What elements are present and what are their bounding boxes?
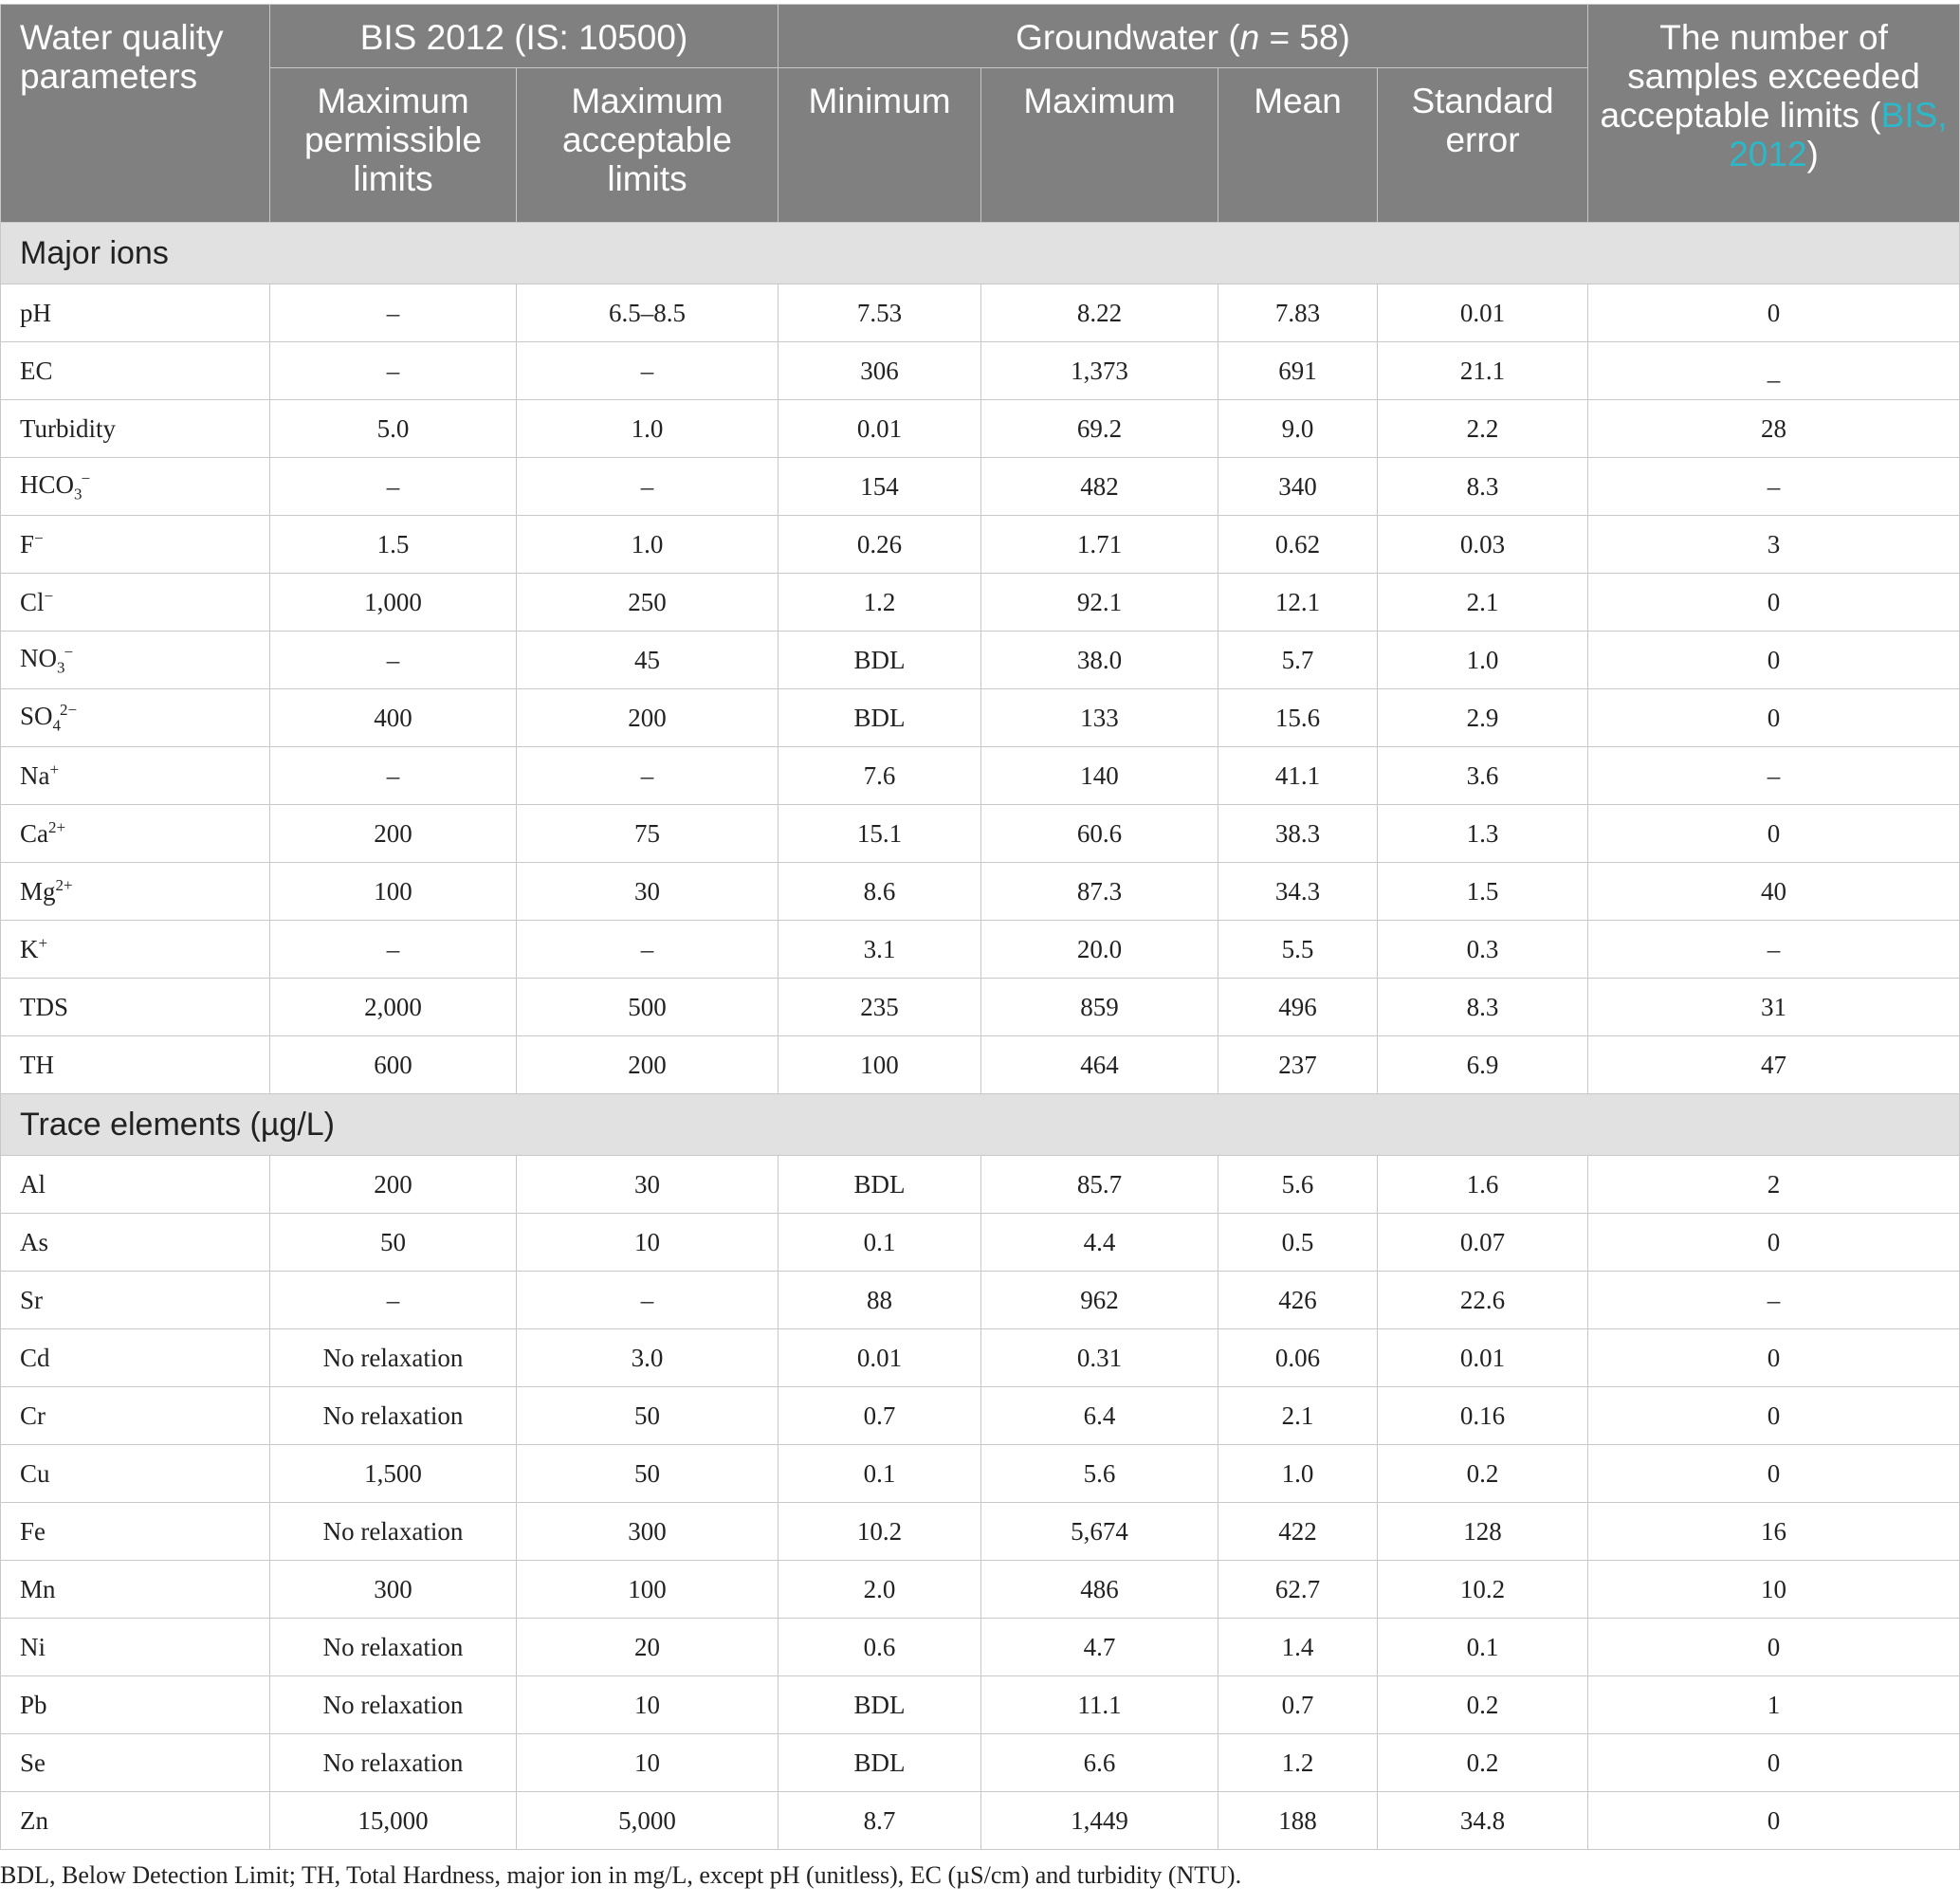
maximum-cell: 85.7 [981,1156,1218,1214]
parameter-cell [1,1676,270,1734]
max-permissible-cell: 1,500 [270,1445,517,1503]
minimum-cell: BDL [779,632,981,689]
mean-cell: 1.4 [1218,1619,1378,1676]
max-permissible-cell: 2,000 [270,979,517,1036]
minimum-cell: 0.01 [779,1329,981,1387]
parameter-cell [1,805,270,863]
max-acceptable-cell: 200 [517,1036,779,1094]
minimum-cell: 15.1 [779,805,981,863]
maximum-cell: 962 [981,1272,1218,1329]
max-permissible-cell: No relaxation [270,1503,517,1561]
standard-error-cell: 0.2 [1378,1445,1588,1503]
header-samples-exceeded-close: ) [1806,135,1819,174]
standard-error-cell: 34.8 [1378,1792,1588,1850]
table-row [1,1561,1960,1619]
section-title: Major ions [1,223,1960,284]
samples-exceeded-cell: 0 [1588,1214,1960,1272]
header-groundwater-suffix: = 58) [1259,18,1350,57]
max-acceptable-cell: 300 [517,1503,779,1561]
standard-error-cell: 128 [1378,1503,1588,1561]
max-acceptable-cell: 10 [517,1214,779,1272]
max-permissible-cell: – [270,342,517,400]
minimum-cell: 8.7 [779,1792,981,1850]
standard-error-cell: 1.5 [1378,863,1588,921]
table-row [1,1503,1960,1561]
samples-exceeded-cell: 1 [1588,1676,1960,1734]
mean-cell: 496 [1218,979,1378,1036]
parameter-charge: − [44,587,54,605]
header-groundwater-prefix: Groundwater ( [1016,18,1240,57]
maximum-cell: 464 [981,1036,1218,1094]
table-row [1,400,1960,458]
minimum-cell: 0.6 [779,1619,981,1676]
mean-cell: 422 [1218,1503,1378,1561]
mean-cell: 237 [1218,1036,1378,1094]
minimum-cell: 154 [779,458,981,516]
header-samples-exceeded [1588,5,1960,223]
table-header [1,5,1960,223]
header-max-permissible: Maximum permissible limits [270,68,517,223]
samples-exceeded-cell: 0 [1588,1329,1960,1387]
section-title: Trace elements (µg/L) [1,1094,1960,1156]
minimum-cell: 0.26 [779,516,981,574]
parameter-charge: − [81,468,91,487]
table-row [1,284,1960,342]
parameter-name: K [20,935,39,963]
citation-link-bis-2012[interactable]: BIS, 2012 [1729,96,1948,174]
minimum-cell: BDL [779,1734,981,1792]
header-bis-2012: BIS 2012 (IS: 10500) [270,5,779,68]
section-header-row [1,1094,1960,1156]
samples-exceeded-cell: – [1588,747,1960,805]
max-permissible-cell: No relaxation [270,1676,517,1734]
standard-error-cell: 0.3 [1378,921,1588,979]
max-permissible-cell: – [270,1272,517,1329]
parameter-cell [1,632,270,689]
table-row [1,1156,1960,1214]
standard-error-cell: 8.3 [1378,458,1588,516]
maximum-cell: 1,449 [981,1792,1218,1850]
mean-cell: 0.06 [1218,1329,1378,1387]
parameter-charge: 2+ [55,876,73,894]
table-body [1,223,1960,1850]
table-row [1,458,1960,516]
minimum-cell: 0.1 [779,1214,981,1272]
mean-cell: 188 [1218,1792,1378,1850]
minimum-cell: 7.6 [779,747,981,805]
parameter-name: Cd [20,1343,50,1372]
parameter-cell [1,1734,270,1792]
table-footnote: BDL, Below Detection Limit; TH, Total Hardness, major ion in mg/L, except pH (unitless), EC (µS/cm) and turbidity (NTU). [0,1861,1242,1889]
standard-error-cell: 0.2 [1378,1676,1588,1734]
parameter-name: NO [20,643,57,672]
max-acceptable-cell: 3.0 [517,1329,779,1387]
parameter-name: Mn [20,1574,56,1603]
mean-cell: 7.83 [1218,284,1378,342]
parameter-charge: − [64,642,74,661]
minimum-cell: 8.6 [779,863,981,921]
maximum-cell: 11.1 [981,1676,1218,1734]
mean-cell: 340 [1218,458,1378,516]
maximum-cell: 6.6 [981,1734,1218,1792]
minimum-cell: 306 [779,342,981,400]
max-acceptable-cell: 10 [517,1676,779,1734]
section-header-row [1,223,1960,284]
samples-exceeded-cell: 16 [1588,1503,1960,1561]
samples-exceeded-cell: 0 [1588,805,1960,863]
parameter-name: TH [20,1050,54,1079]
max-permissible-cell: – [270,458,517,516]
parameter-charge: 2+ [48,818,66,836]
max-acceptable-cell: – [517,342,779,400]
maximum-cell: 92.1 [981,574,1218,632]
header-standard-error: Standard error [1378,68,1588,223]
max-acceptable-cell: 30 [517,1156,779,1214]
parameter-cell [1,979,270,1036]
standard-error-cell: 2.1 [1378,574,1588,632]
parameter-name: SO [20,701,53,730]
samples-exceeded-cell: – [1588,1272,1960,1329]
samples-exceeded-cell: 40 [1588,863,1960,921]
table-row [1,921,1960,979]
table-row [1,689,1960,747]
table-row [1,863,1960,921]
parameter-cell [1,689,270,747]
table-row [1,1792,1960,1850]
max-acceptable-cell: 6.5–8.5 [517,284,779,342]
mean-cell: 62.7 [1218,1561,1378,1619]
maximum-cell: 5,674 [981,1503,1218,1561]
header-groundwater-n: n [1239,18,1260,57]
samples-exceeded-cell: – [1588,921,1960,979]
max-acceptable-cell: 250 [517,574,779,632]
header-samples-exceeded-text: The number of samples exceeded acceptable limits ( [1600,18,1920,135]
table-row [1,1329,1960,1387]
parameter-cell [1,863,270,921]
samples-exceeded-cell: 0 [1588,284,1960,342]
header-minimum: Minimum [779,68,981,223]
samples-exceeded-cell: 31 [1588,979,1960,1036]
parameter-name: Se [20,1748,46,1777]
header-parameters: Water quality parameters [1,5,270,223]
max-permissible-cell: – [270,632,517,689]
max-acceptable-cell: 1.0 [517,516,779,574]
mean-cell: 426 [1218,1272,1378,1329]
parameter-subscript: 3 [74,485,82,503]
minimum-cell: 1.2 [779,574,981,632]
max-acceptable-cell: 45 [517,632,779,689]
parameter-cell [1,1387,270,1445]
standard-error-cell: 1.0 [1378,632,1588,689]
max-permissible-cell: – [270,284,517,342]
max-acceptable-cell: 1.0 [517,400,779,458]
parameter-name: pH [20,298,51,327]
max-acceptable-cell: 50 [517,1387,779,1445]
samples-exceeded-cell: 0 [1588,1734,1960,1792]
parameter-cell [1,400,270,458]
parameter-cell [1,1156,270,1214]
table-row [1,516,1960,574]
standard-error-cell: 0.16 [1378,1387,1588,1445]
parameter-cell [1,284,270,342]
max-acceptable-cell: – [517,921,779,979]
minimum-cell: BDL [779,689,981,747]
mean-cell: 1.2 [1218,1734,1378,1792]
parameter-cell [1,747,270,805]
header-max-acceptable: Maximum acceptable limits [517,68,779,223]
parameter-name: TDS [20,992,69,1021]
max-permissible-cell: 15,000 [270,1792,517,1850]
table-row [1,1214,1960,1272]
parameter-name: Pb [20,1690,47,1719]
mean-cell: 0.7 [1218,1676,1378,1734]
samples-exceeded-cell: 0 [1588,574,1960,632]
parameter-cell [1,458,270,516]
parameter-name: F [20,530,35,558]
maximum-cell: 133 [981,689,1218,747]
mean-cell: 5.5 [1218,921,1378,979]
mean-cell: 9.0 [1218,400,1378,458]
maximum-cell: 69.2 [981,400,1218,458]
parameter-name: Al [20,1169,46,1199]
parameter-name: Sr [20,1285,44,1314]
samples-exceeded-cell: _ [1588,342,1960,400]
table-row [1,574,1960,632]
maximum-cell: 482 [981,458,1218,516]
parameter-subscript: 3 [57,658,65,677]
max-acceptable-cell: 500 [517,979,779,1036]
parameter-charge: − [34,529,44,547]
parameter-cell [1,1329,270,1387]
maximum-cell: 486 [981,1561,1218,1619]
mean-cell: 41.1 [1218,747,1378,805]
table-row [1,1619,1960,1676]
header-maximum: Maximum [981,68,1218,223]
parameter-cell [1,1792,270,1850]
maximum-cell: 1,373 [981,342,1218,400]
table-row [1,342,1960,400]
maximum-cell: 8.22 [981,284,1218,342]
maximum-cell: 20.0 [981,921,1218,979]
max-acceptable-cell: 75 [517,805,779,863]
parameter-name: Cl [20,588,45,616]
parameter-name: As [20,1227,49,1256]
standard-error-cell: 0.07 [1378,1214,1588,1272]
max-acceptable-cell: 100 [517,1561,779,1619]
max-permissible-cell: No relaxation [270,1387,517,1445]
parameter-name: Cr [20,1401,46,1430]
minimum-cell: 100 [779,1036,981,1094]
parameter-name: Ca [20,819,48,848]
parameter-name: Na [20,761,50,790]
header-groundwater [779,5,1588,68]
samples-exceeded-cell: 10 [1588,1561,1960,1619]
mean-cell: 12.1 [1218,574,1378,632]
max-permissible-cell: 5.0 [270,400,517,458]
max-permissible-cell: 1,000 [270,574,517,632]
minimum-cell: 3.1 [779,921,981,979]
maximum-cell: 4.4 [981,1214,1218,1272]
max-permissible-cell: 300 [270,1561,517,1619]
maximum-cell: 5.6 [981,1445,1218,1503]
parameter-cell [1,1503,270,1561]
water-quality-table [0,4,1960,1850]
mean-cell: 38.3 [1218,805,1378,863]
mean-cell: 0.62 [1218,516,1378,574]
standard-error-cell: 6.9 [1378,1036,1588,1094]
samples-exceeded-cell: 0 [1588,632,1960,689]
minimum-cell: 0.1 [779,1445,981,1503]
samples-exceeded-cell: – [1588,458,1960,516]
samples-exceeded-cell: 0 [1588,1619,1960,1676]
parameter-cell [1,1272,270,1329]
table-row [1,1734,1960,1792]
maximum-cell: 6.4 [981,1387,1218,1445]
max-permissible-cell: No relaxation [270,1619,517,1676]
parameter-cell [1,1036,270,1094]
maximum-cell: 859 [981,979,1218,1036]
mean-cell: 15.6 [1218,689,1378,747]
parameter-name: EC [20,356,53,385]
mean-cell: 0.5 [1218,1214,1378,1272]
max-permissible-cell: 200 [270,1156,517,1214]
standard-error-cell: 0.2 [1378,1734,1588,1792]
max-acceptable-cell: 200 [517,689,779,747]
samples-exceeded-cell: 28 [1588,400,1960,458]
maximum-cell: 87.3 [981,863,1218,921]
table-row [1,979,1960,1036]
minimum-cell: 2.0 [779,1561,981,1619]
parameter-name: Mg [20,877,56,906]
mean-cell: 1.0 [1218,1445,1378,1503]
table-row [1,1036,1960,1094]
max-acceptable-cell: – [517,1272,779,1329]
parameter-name: Cu [20,1458,50,1488]
minimum-cell: BDL [779,1676,981,1734]
maximum-cell: 0.31 [981,1329,1218,1387]
parameter-cell [1,921,270,979]
parameter-name: HCO [20,469,75,499]
table-row [1,805,1960,863]
max-permissible-cell: 600 [270,1036,517,1094]
max-permissible-cell: – [270,747,517,805]
parameter-name: Turbidity [20,413,117,443]
parameter-charge: + [38,934,48,952]
standard-error-cell: 10.2 [1378,1561,1588,1619]
max-permissible-cell: 100 [270,863,517,921]
table-row [1,1445,1960,1503]
table-row [1,1676,1960,1734]
minimum-cell: 0.7 [779,1387,981,1445]
maximum-cell: 60.6 [981,805,1218,863]
parameter-charge: 2− [60,700,78,719]
parameter-subscript: 4 [52,716,62,735]
parameter-cell [1,1619,270,1676]
mean-cell: 34.3 [1218,863,1378,921]
samples-exceeded-cell: 0 [1588,689,1960,747]
standard-error-cell: 8.3 [1378,979,1588,1036]
samples-exceeded-cell: 0 [1588,1792,1960,1850]
samples-exceeded-cell: 0 [1588,1387,1960,1445]
max-permissible-cell: No relaxation [270,1734,517,1792]
parameter-cell [1,342,270,400]
max-acceptable-cell: – [517,747,779,805]
samples-exceeded-cell: 0 [1588,1445,1960,1503]
max-permissible-cell: 1.5 [270,516,517,574]
max-acceptable-cell: 10 [517,1734,779,1792]
table-row [1,1272,1960,1329]
standard-error-cell: 22.6 [1378,1272,1588,1329]
minimum-cell: 10.2 [779,1503,981,1561]
standard-error-cell: 3.6 [1378,747,1588,805]
parameter-charge: + [49,760,60,778]
maximum-cell: 140 [981,747,1218,805]
standard-error-cell: 1.3 [1378,805,1588,863]
max-permissible-cell: No relaxation [270,1329,517,1387]
max-acceptable-cell: – [517,458,779,516]
samples-exceeded-cell: 3 [1588,516,1960,574]
max-acceptable-cell: 50 [517,1445,779,1503]
standard-error-cell: 0.01 [1378,284,1588,342]
parameter-cell [1,574,270,632]
standard-error-cell: 0.1 [1378,1619,1588,1676]
table-row [1,747,1960,805]
minimum-cell: 235 [779,979,981,1036]
max-acceptable-cell: 5,000 [517,1792,779,1850]
standard-error-cell: 21.1 [1378,342,1588,400]
minimum-cell: 88 [779,1272,981,1329]
parameter-cell [1,516,270,574]
maximum-cell: 38.0 [981,632,1218,689]
samples-exceeded-cell: 2 [1588,1156,1960,1214]
parameter-name: Ni [20,1632,46,1661]
samples-exceeded-cell: 47 [1588,1036,1960,1094]
max-permissible-cell: 200 [270,805,517,863]
parameter-name: Zn [20,1805,48,1835]
max-permissible-cell: – [270,921,517,979]
mean-cell: 691 [1218,342,1378,400]
standard-error-cell: 0.01 [1378,1329,1588,1387]
header-mean: Mean [1218,68,1378,223]
table-row [1,632,1960,689]
standard-error-cell: 2.9 [1378,689,1588,747]
mean-cell: 5.6 [1218,1156,1378,1214]
max-acceptable-cell: 20 [517,1619,779,1676]
minimum-cell: BDL [779,1156,981,1214]
minimum-cell: 7.53 [779,284,981,342]
max-permissible-cell: 400 [270,689,517,747]
minimum-cell: 0.01 [779,400,981,458]
standard-error-cell: 1.6 [1378,1156,1588,1214]
standard-error-cell: 2.2 [1378,400,1588,458]
parameter-cell [1,1561,270,1619]
parameter-cell [1,1445,270,1503]
mean-cell: 2.1 [1218,1387,1378,1445]
max-permissible-cell: 50 [270,1214,517,1272]
maximum-cell: 4.7 [981,1619,1218,1676]
standard-error-cell: 0.03 [1378,516,1588,574]
parameter-name: Fe [20,1516,46,1546]
maximum-cell: 1.71 [981,516,1218,574]
max-acceptable-cell: 30 [517,863,779,921]
mean-cell: 5.7 [1218,632,1378,689]
parameter-cell [1,1214,270,1272]
table-row [1,1387,1960,1445]
